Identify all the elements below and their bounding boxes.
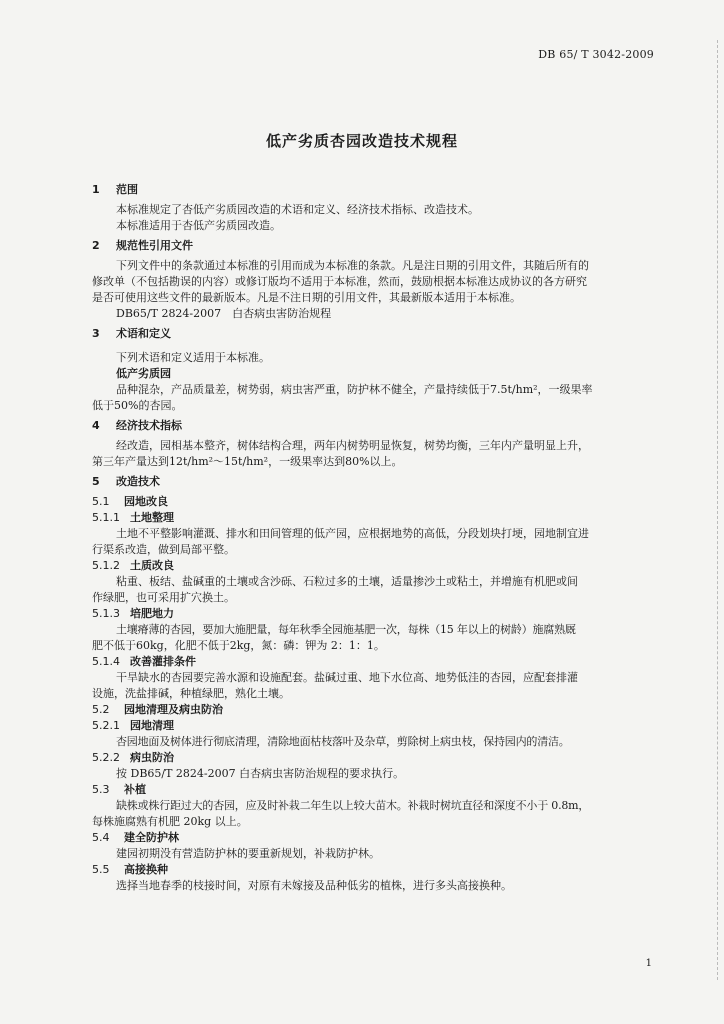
paragraph: 是否可使用这些文件的最新版本。凡是不注日期的引用文件，其最新版本适用于本标准。 bbox=[92, 291, 521, 304]
paragraph: 修改单（不包括勘误的内容）或修订版均不适用于本标准，然而，鼓励根据本标准达成协议的各方研究 bbox=[92, 275, 587, 288]
paragraph: 本标准适用于杏低产劣质园改造。 bbox=[116, 219, 281, 232]
paragraph: 设施，洗盐排碱，种植绿肥，熟化土壤。 bbox=[92, 687, 290, 700]
subsection-5-2-1-heading: 5.2.1 园地清理 bbox=[92, 719, 174, 732]
subsection-5-2-2-heading: 5.2.2 病虫防治 bbox=[92, 751, 174, 764]
paragraph: 干旱缺水的杏园要完善水源和设施配套。盐碱过重、地下水位高、地势低洼的杏园，应配套排灌 bbox=[116, 671, 578, 684]
subsection-5-1-4-heading: 5.1.4 改善灌排条件 bbox=[92, 655, 196, 668]
paragraph: 作绿肥，也可采用扩穴换土。 bbox=[92, 591, 235, 604]
paragraph: 肥不低于60kg，化肥不低于2kg，氮：磷：钾为 2：1：1。 bbox=[92, 639, 385, 652]
paragraph: 选择当地春季的枝接时间，对原有未嫁接及品种低劣的植株，进行多头高接换种。 bbox=[116, 879, 512, 892]
paragraph: 经改造，园相基本整齐，树体结构合理，两年内树势明显恢复，树势均衡，三年内产量明显上升， bbox=[116, 439, 589, 452]
paragraph: 杏园地面及树体进行彻底清理，清除地面枯枝落叶及杂草，剪除树上病虫枝，保持园内的清洁。 bbox=[116, 735, 570, 748]
section-1-heading: 1 范围 bbox=[92, 183, 138, 196]
document-title: 低产劣质杏园改造技术规程 bbox=[265, 132, 458, 150]
paragraph: 土地不平整影响灌溉、排水和田间管理的低产园，应根据地势的高低，分段划块打埂，园地制宜进 bbox=[116, 527, 589, 540]
standard-code: DB 65/ T 3042-2009 bbox=[538, 48, 654, 61]
paragraph: 下列术语和定义适用于本标准。 bbox=[116, 351, 270, 364]
scan-edge bbox=[715, 40, 718, 980]
paragraph: 按 DB65/T 2824-2007 白杏病虫害防治规程的要求执行。 bbox=[116, 767, 405, 780]
paragraph: 第三年产量达到12t/hm²～15t/hm²，一级果率达到80%以上。 bbox=[92, 455, 403, 468]
paragraph: 本标准规定了杏低产劣质园改造的术语和定义、经济技术指标、改造技术。 bbox=[116, 203, 479, 216]
paragraph: 建园初期没有营造防护林的要重新规划，补栽防护林。 bbox=[116, 847, 380, 860]
subsection-5-1-2-heading: 5.1.2 土质改良 bbox=[92, 559, 174, 572]
section-2-heading: 2 规范性引用文件 bbox=[92, 239, 193, 252]
section-4-heading: 4 经济技术指标 bbox=[92, 419, 182, 432]
paragraph: 品种混杂，产品质量差，树势弱，病虫害严重，防护林不健全，产量持续低于7.5t/hm²，一级果率 bbox=[116, 383, 593, 396]
paragraph: 土壤瘠薄的杏园，要加大施肥量，每年秋季全园施基肥一次，每株（15 年以上的树龄）施腐熟厩 bbox=[116, 623, 576, 636]
section-5-heading: 5 改造技术 bbox=[92, 475, 160, 488]
paragraph: 粘重、板结、盐碱重的土壤或含沙砾、石粒过多的土壤，适量掺沙土或粘土，并增施有机肥或间 bbox=[116, 575, 578, 588]
term-heading: 低产劣质园 bbox=[116, 367, 171, 380]
subsection-5-1-heading: 5.1 园地改良 bbox=[92, 495, 168, 508]
subsection-5-1-3-heading: 5.1.3 培肥地力 bbox=[92, 607, 174, 620]
subsection-5-3-heading: 5.3 补植 bbox=[92, 783, 146, 796]
document-body bbox=[92, 182, 660, 894]
paragraph: 缺株或株行距过大的杏园，应及时补栽二年生以上较大苗木。补栽时树坑直径和深度不小于 0.8m， bbox=[116, 799, 590, 812]
subsection-5-2-heading: 5.2 园地清理及病虫防治 bbox=[92, 703, 223, 716]
section-3-heading: 3 术语和定义 bbox=[92, 327, 171, 340]
subsection-5-4-heading: 5.4 建全防护林 bbox=[92, 831, 179, 844]
subsection-5-5-heading: 5.5 高接换种 bbox=[92, 863, 168, 876]
paragraph: 行渠系改造，做到局部平整。 bbox=[92, 543, 235, 556]
subsection-5-1-1-heading: 5.1.1 土地整理 bbox=[92, 511, 174, 524]
paragraph: 每株施腐熟有机肥 20kg 以上。 bbox=[92, 815, 248, 828]
paragraph: 下列文件中的条款通过本标准的引用而成为本标准的条款。凡是注日期的引用文件，其随后所有的 bbox=[116, 259, 589, 272]
page-number: 1 bbox=[645, 958, 652, 969]
reference-item: DB65/T 2824-2007 白杏病虫害防治规程 bbox=[116, 307, 332, 320]
paragraph: 低于50%的杏园。 bbox=[92, 399, 183, 412]
